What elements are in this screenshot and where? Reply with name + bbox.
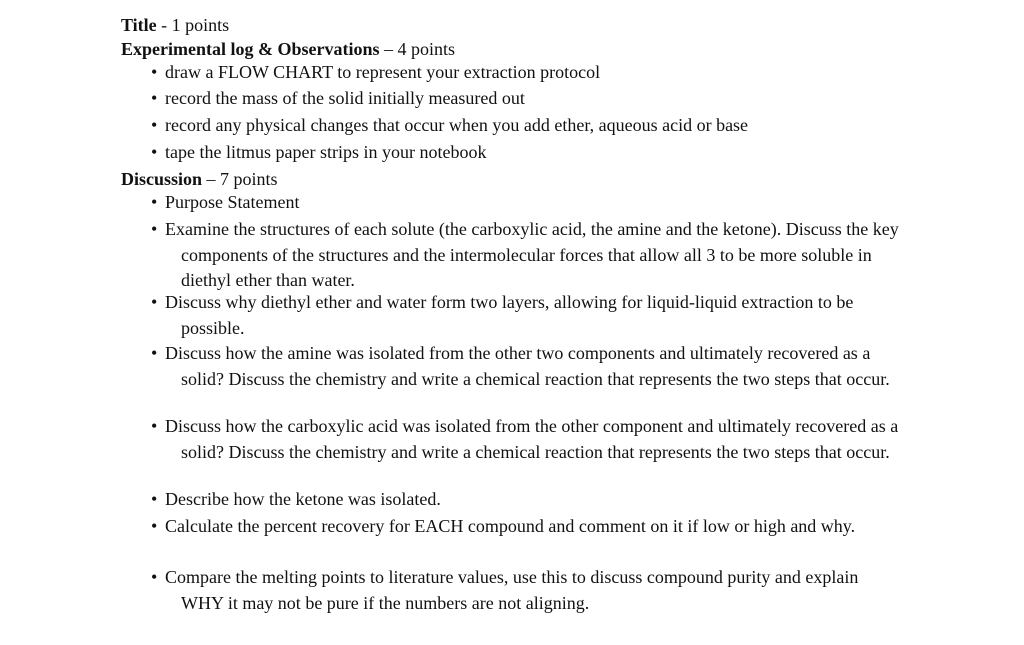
title-heading xyxy=(121,14,229,36)
experimental-item xyxy=(151,113,901,139)
bullet-marker: • xyxy=(151,192,158,212)
discussion-item xyxy=(151,514,901,540)
discussion-item xyxy=(151,487,901,513)
experimental-heading xyxy=(121,38,455,60)
experimental-item-text: draw a FLOW CHART to represent your extraction protocol xyxy=(165,62,601,82)
bullet-marker: • xyxy=(151,142,158,162)
bullet-marker: • xyxy=(151,115,158,135)
experimental-item-text: record any physical changes that occur when you add ether, aqueous acid or base xyxy=(165,115,749,135)
title-label: Title xyxy=(121,15,157,35)
discussion-item-text: Calculate the percent recovery for EACH compound and comment on it if low or high and why. xyxy=(165,516,856,536)
experimental-item-text: tape the litmus paper strips in your notebook xyxy=(165,142,487,162)
discussion-item-text: Discuss why diethyl ether and water form two layers, allowing for liquid-liquid extraction to be possible. xyxy=(165,292,854,338)
experimental-points: 4 points xyxy=(397,39,456,59)
experimental-item-text: record the mass of the solid initially measured out xyxy=(165,88,525,108)
discussion-item-text: Purpose Statement xyxy=(165,192,300,212)
discussion-item-text: Discuss how the amine was isolated from the other two components and ultimately recovered as a solid? Discuss the chemistry and write a chemical reaction that represents the two steps that occur. xyxy=(165,343,890,389)
discussion-item-text: Describe how the ketone was isolated. xyxy=(165,489,441,509)
bullet-marker: • xyxy=(151,567,158,587)
bullet-marker: • xyxy=(151,219,158,239)
title-points: 1 points xyxy=(171,15,230,35)
discussion-separator: – xyxy=(202,169,221,189)
experimental-separator: – xyxy=(379,39,398,59)
experimental-label: Experimental log & Observations xyxy=(121,39,380,59)
experimental-item xyxy=(151,60,901,86)
bullet-marker: • xyxy=(151,489,158,509)
discussion-item xyxy=(151,341,901,392)
bullet-marker: • xyxy=(151,88,158,108)
bullet-marker: • xyxy=(151,516,158,536)
bullet-marker: • xyxy=(151,343,158,363)
discussion-item-text: Compare the melting points to literature values, use this to discuss compound purity and explain WHY it may not be pure if the numbers are not aligning. xyxy=(165,567,859,613)
discussion-item xyxy=(151,217,901,294)
discussion-item xyxy=(151,290,901,341)
experimental-item xyxy=(151,140,901,166)
experimental-item xyxy=(151,86,901,112)
discussion-heading xyxy=(121,168,278,190)
bullet-marker: • xyxy=(151,416,158,436)
discussion-points: 7 points xyxy=(220,169,278,189)
discussion-item xyxy=(151,414,901,465)
discussion-item xyxy=(151,565,901,616)
discussion-label: Discussion xyxy=(121,169,203,189)
discussion-item xyxy=(151,190,901,216)
bullet-marker: • xyxy=(151,292,158,312)
bullet-marker: • xyxy=(151,62,158,82)
title-separator: - xyxy=(156,15,172,35)
discussion-item-text: Discuss how the carboxylic acid was isolated from the other component and ultimately recovered as a solid? Discuss the chemistry and write a chemical reaction that represents the two steps that occur. xyxy=(165,416,899,462)
discussion-item-text: Examine the structures of each solute (the carboxylic acid, the amine and the ketone). Discuss the key components of the structures and the intermolecular forces that allow all 3 to be more soluble in diethyl ether than water. xyxy=(165,219,899,290)
